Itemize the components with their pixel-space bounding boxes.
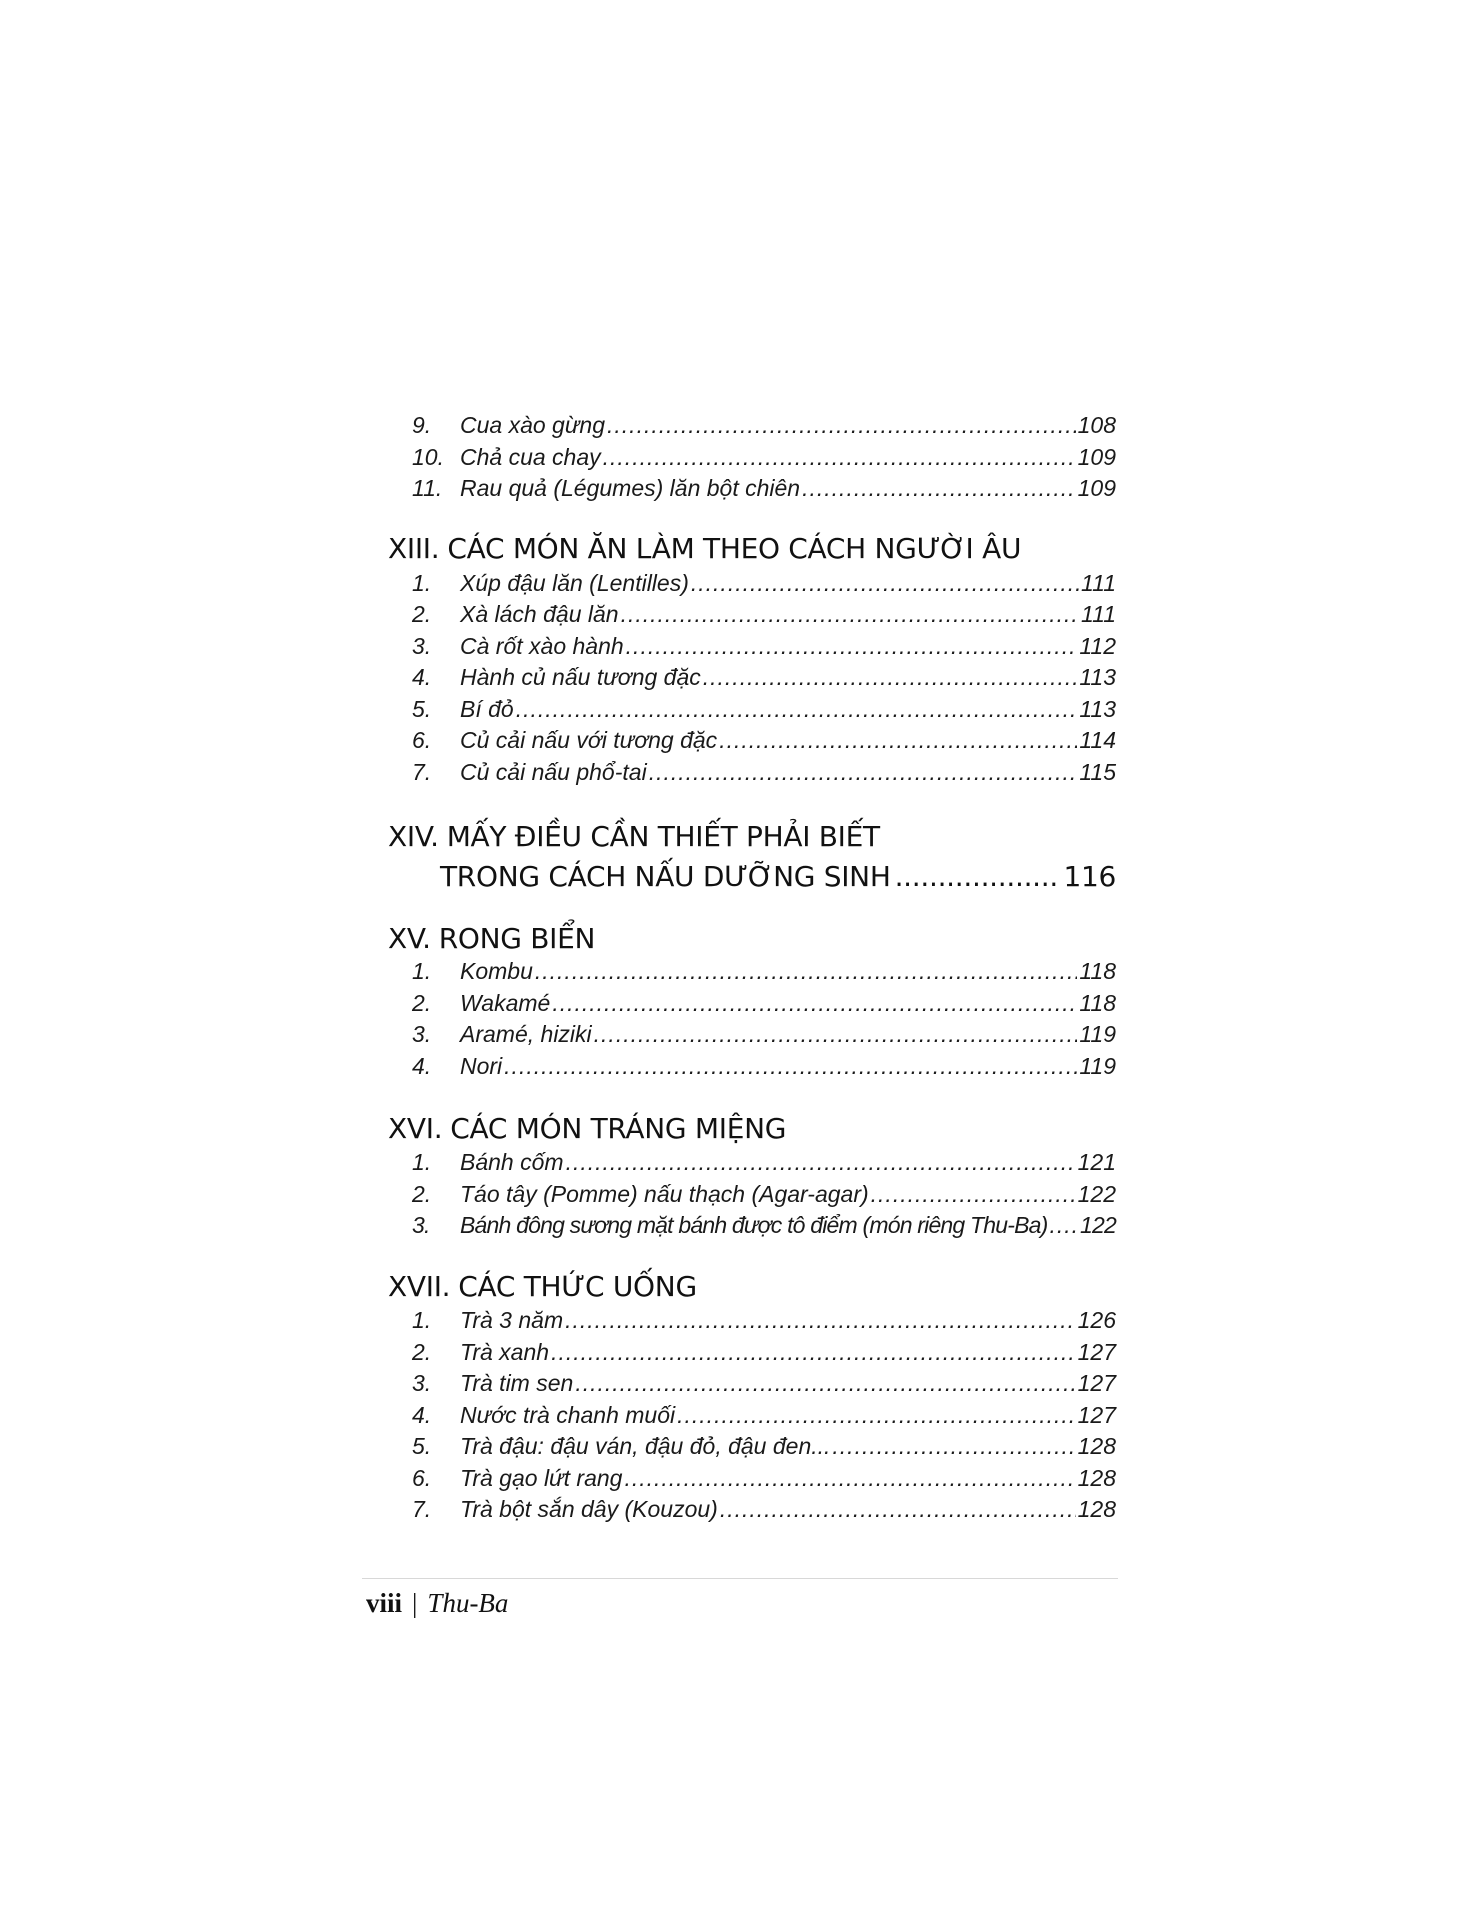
- entry-page: 122: [1080, 1212, 1116, 1238]
- dot-leader: [575, 1370, 1075, 1397]
- entry-title: Củ cải nấu với tương đặc: [460, 727, 718, 753]
- entry-page: 109: [1077, 475, 1116, 501]
- entry-number: 10.: [412, 444, 444, 470]
- toc-entry[interactable]: [412, 1149, 1116, 1181]
- entry-title: Rau quả (Légumes) lăn bột chiên: [460, 475, 801, 501]
- entry-number: 6.: [412, 727, 432, 753]
- section-number: XIV.: [388, 820, 439, 853]
- section-number: XIII.: [388, 532, 440, 565]
- toc-entry[interactable]: [412, 958, 1116, 990]
- entry-number: 2.: [412, 1339, 432, 1365]
- dot-leader: [566, 1149, 1076, 1176]
- section-title: MẤY ĐIỀU CẦN THIẾT PHẢI BIẾT: [446, 820, 880, 853]
- section-number: XV.: [388, 922, 431, 955]
- toc-entry[interactable]: [412, 412, 1116, 444]
- dot-leader: [719, 727, 1077, 754]
- dot-leader: [535, 958, 1077, 985]
- section-heading-xiv[interactable]: [388, 820, 1116, 853]
- entry-page: 127: [1077, 1402, 1116, 1428]
- toc-entry[interactable]: [412, 1496, 1116, 1528]
- toc-entry[interactable]: [412, 727, 1116, 759]
- dot-leader: [871, 1181, 1076, 1208]
- entry-title: Trà 3 năm: [460, 1307, 564, 1333]
- entry-number: 4.: [412, 664, 432, 690]
- entry-page: 113: [1079, 696, 1116, 722]
- entry-number: 11.: [412, 475, 443, 501]
- toc-entry[interactable]: [412, 1053, 1116, 1085]
- entry-title: Cua xào gừng: [460, 412, 606, 438]
- dot-leader: [516, 696, 1078, 723]
- section-page: 116: [1063, 860, 1116, 893]
- dot-leader: [603, 444, 1076, 471]
- toc-entry[interactable]: [412, 633, 1116, 665]
- toc-entry[interactable]: [412, 664, 1116, 696]
- toc-entry[interactable]: [412, 475, 1116, 507]
- entry-page: 121: [1077, 1149, 1116, 1175]
- entry-page: 114: [1079, 727, 1116, 753]
- toc-entry[interactable]: [412, 444, 1116, 476]
- dot-leader: [624, 1465, 1075, 1492]
- toc-entry[interactable]: [412, 1339, 1116, 1371]
- entry-title: Trà tim sen: [460, 1370, 574, 1396]
- footer-separator: |: [412, 1588, 418, 1618]
- entry-page: 108: [1077, 412, 1116, 438]
- footer-author: Thu-Ba: [427, 1588, 509, 1618]
- toc-entry[interactable]: [412, 1370, 1116, 1402]
- entry-number: 3.: [412, 633, 432, 659]
- dot-leader: [691, 570, 1079, 597]
- entry-page: 118: [1079, 958, 1116, 984]
- entry-number: 5.: [412, 696, 432, 722]
- entry-title: Nori: [460, 1053, 503, 1079]
- dot-leader: [552, 990, 1077, 1017]
- entry-page: 128: [1077, 1433, 1116, 1459]
- dot-leader: [565, 1307, 1076, 1334]
- entry-page: 113: [1079, 664, 1116, 690]
- dot-leader: [649, 759, 1078, 786]
- entry-title: Trà xanh: [460, 1339, 550, 1365]
- entry-page: 126: [1077, 1307, 1116, 1333]
- entry-page: 118: [1079, 990, 1116, 1016]
- entry-number: 7.: [412, 1496, 432, 1522]
- toc-entry[interactable]: [412, 1181, 1116, 1213]
- page-footer: [366, 1588, 508, 1619]
- section-heading-xiii[interactable]: [388, 532, 1116, 565]
- entry-title: Táo tây (Pomme) nấu thạch (Agar-agar): [460, 1181, 869, 1207]
- entry-number: 1.: [412, 1307, 432, 1333]
- dot-leader: [626, 633, 1078, 660]
- dot-leader: [594, 1021, 1078, 1048]
- entry-number: 4.: [412, 1053, 432, 1079]
- entry-number: 1.: [412, 1149, 432, 1175]
- toc-entry[interactable]: [412, 1021, 1116, 1053]
- dot-leader: [895, 860, 1060, 893]
- entry-page: 128: [1077, 1465, 1116, 1491]
- entry-page: 127: [1077, 1339, 1116, 1365]
- section-title: CÁC MÓN ĂN LÀM THEO CÁCH NGƯỜI ÂU: [447, 532, 1022, 565]
- entry-title: Kombu: [460, 958, 533, 984]
- toc-entry[interactable]: [412, 601, 1116, 633]
- entry-title: Xúp đậu lăn (Lentilles): [460, 570, 689, 596]
- dot-leader: [802, 475, 1076, 502]
- entry-number: 2.: [412, 601, 432, 627]
- dot-leader: [720, 1496, 1076, 1523]
- toc-entry[interactable]: [412, 696, 1116, 728]
- section-title: CÁC MÓN TRÁNG MIỆNG: [450, 1112, 787, 1145]
- entry-title: Hành củ nấu tương đặc: [460, 664, 701, 690]
- section-title: CÁC THỨC UỐNG: [458, 1270, 697, 1303]
- toc-entry[interactable]: [412, 570, 1116, 602]
- toc-entry[interactable]: [412, 1212, 1116, 1244]
- section-title-line2: TRONG CÁCH NẤU DƯỠNG SINH: [440, 860, 891, 893]
- entry-title: Trà bột sắn dây (Kouzou): [460, 1496, 718, 1522]
- entry-page: 112: [1079, 633, 1116, 659]
- entry-title: Wakamé: [460, 990, 551, 1016]
- entry-number: 3.: [412, 1370, 432, 1396]
- entry-page: 111: [1081, 601, 1116, 627]
- entry-title: Aramé, hiziki: [460, 1021, 592, 1047]
- entry-number: 7.: [412, 759, 432, 785]
- entry-number: 2.: [412, 990, 432, 1016]
- dot-leader: [1050, 1212, 1079, 1239]
- dot-leader: [677, 1402, 1076, 1429]
- entry-number: 1.: [412, 958, 432, 984]
- entry-number: 5.: [412, 1433, 432, 1459]
- toc-entry[interactable]: [412, 1402, 1116, 1434]
- entry-page: 109: [1077, 444, 1116, 470]
- section-heading-xiv-continued[interactable]: [440, 860, 1116, 900]
- toc-entry[interactable]: [412, 1465, 1116, 1497]
- entry-number: 6.: [412, 1465, 432, 1491]
- entry-number: 1.: [412, 570, 432, 596]
- section-title: RONG BIỂN: [438, 922, 596, 955]
- toc-entry[interactable]: [412, 759, 1116, 791]
- entry-title: Cà rốt xào hành: [460, 633, 624, 659]
- section-number: XVI.: [388, 1112, 443, 1145]
- entry-title: Xà lách đậu lăn: [460, 601, 619, 627]
- entry-page: 127: [1077, 1370, 1116, 1396]
- dot-leader: [504, 1053, 1077, 1080]
- entry-number: 3.: [412, 1212, 430, 1238]
- toc-entry[interactable]: [412, 1433, 1116, 1465]
- page-folio: viii: [366, 1588, 403, 1618]
- entry-page: 119: [1079, 1053, 1116, 1079]
- toc-entry[interactable]: [412, 1307, 1116, 1339]
- section-heading-xv[interactable]: [388, 922, 1116, 955]
- entry-title: Bí đỏ: [460, 696, 514, 722]
- toc-entry[interactable]: [412, 990, 1116, 1022]
- entry-title: Trà đậu: đậu ván, đậu đỏ, đậu đen...: [460, 1433, 831, 1459]
- dot-leader: [703, 664, 1078, 691]
- entry-title: Chả cua chay: [460, 444, 601, 470]
- section-heading-xvi[interactable]: [388, 1112, 1116, 1145]
- dot-leader: [551, 1339, 1076, 1366]
- entry-number: 2.: [412, 1181, 432, 1207]
- entry-title: Nước trà chanh muối: [460, 1402, 676, 1428]
- entry-page: 115: [1079, 759, 1116, 785]
- section-number: XVII.: [388, 1270, 451, 1303]
- entry-number: 9.: [412, 412, 432, 438]
- entry-page: 111: [1081, 570, 1116, 596]
- entry-title: Bánh cốm: [460, 1149, 564, 1175]
- entry-title: Bánh đông sương mặt bánh được tô điểm (món riêng Thu-Ba): [460, 1212, 1048, 1238]
- dot-leader: [832, 1433, 1075, 1460]
- entry-page: 128: [1077, 1496, 1116, 1522]
- footer-divider: [362, 1578, 1118, 1579]
- entry-number: 3.: [412, 1021, 432, 1047]
- entry-title: Trà gạo lứt rang: [460, 1465, 623, 1491]
- entry-page: 122: [1077, 1181, 1116, 1207]
- section-heading-xvii[interactable]: [388, 1270, 1116, 1303]
- entry-number: 4.: [412, 1402, 432, 1428]
- entry-page: 119: [1079, 1021, 1116, 1047]
- entry-title: Củ cải nấu phổ-tai: [460, 759, 647, 785]
- dot-leader: [621, 601, 1079, 628]
- dot-leader: [607, 412, 1076, 439]
